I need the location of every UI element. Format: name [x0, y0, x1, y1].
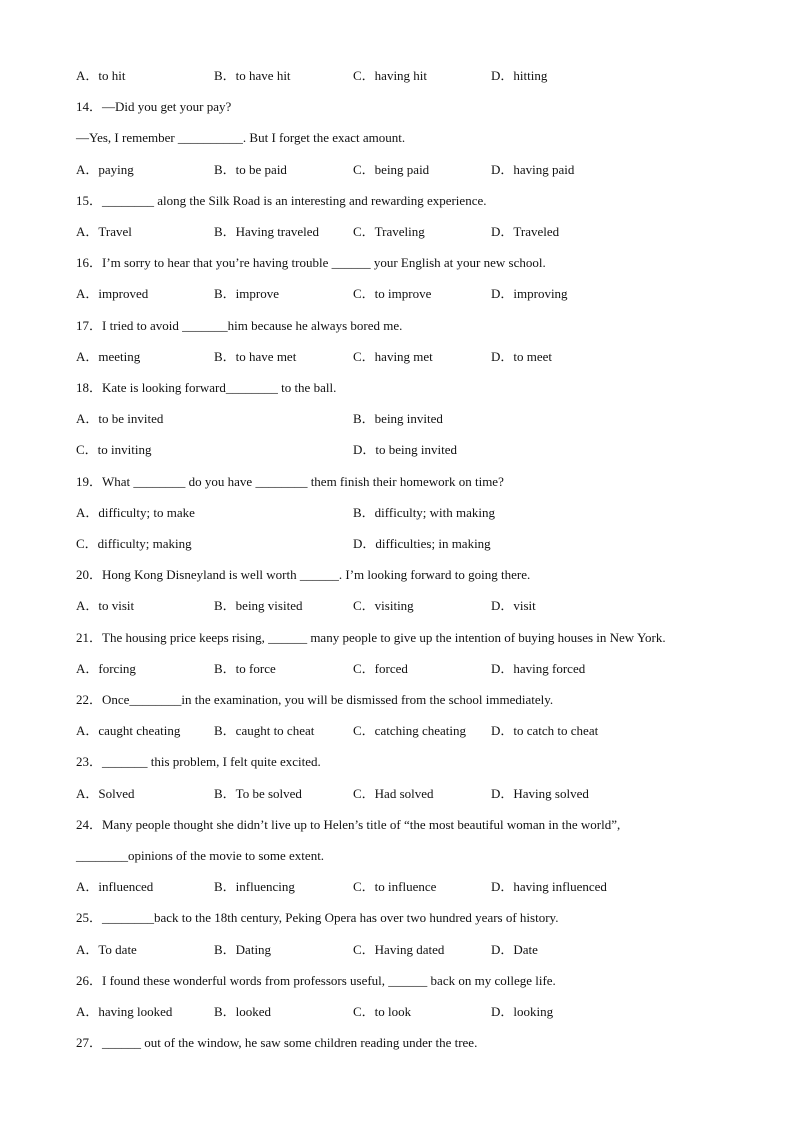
- answer-option: D．hitting: [491, 68, 548, 83]
- answer-option: C．Had solved: [353, 786, 434, 801]
- answer-option: B．being invited: [353, 411, 443, 426]
- question-text: 15．________ along the Silk Road is an interesting and rewarding experience.: [76, 193, 487, 208]
- answer-option: A．to hit: [76, 68, 126, 83]
- answer-option: B．to have met: [214, 349, 297, 364]
- answer-option: A．improved: [76, 286, 149, 301]
- answer-option: C．to influence: [353, 879, 437, 894]
- answer-option: D．Traveled: [491, 224, 560, 239]
- answer-option: A．paying: [76, 162, 134, 177]
- answer-option: B．caught to cheat: [214, 723, 315, 738]
- answer-option: D．to meet: [491, 349, 553, 364]
- answer-option: B．Having traveled: [214, 224, 320, 239]
- answer-option: D．to being invited: [353, 442, 457, 457]
- question-text: 21．The housing price keeps rising, ______ many people to give up the intention of buying houses in New York.: [76, 630, 666, 645]
- question-text: 20．Hong Kong Disneyland is well worth ______. I’m looking forward to going there.: [76, 567, 531, 582]
- answer-option: D．improving: [491, 286, 568, 301]
- answer-option: C．Having dated: [353, 942, 445, 957]
- answer-option: C．being paid: [353, 162, 430, 177]
- answer-option: B．influencing: [214, 879, 295, 894]
- answer-option: B．to have hit: [214, 68, 291, 83]
- answer-option: C．to inviting: [76, 442, 152, 457]
- answer-option: D．having influenced: [491, 879, 607, 894]
- question-text: 14．—Did you get your pay?: [76, 99, 232, 114]
- answer-option: A．influenced: [76, 879, 154, 894]
- answer-option: B．improve: [214, 286, 279, 301]
- answer-option: A．meeting: [76, 349, 141, 364]
- answer-option: A．To date: [76, 942, 137, 957]
- question-text: ________opinions of the movie to some extent.: [76, 848, 325, 863]
- answer-option: D．difficulties; in making: [353, 536, 491, 551]
- answer-option: A．having looked: [76, 1004, 173, 1019]
- answer-option: C．having met: [353, 349, 433, 364]
- answer-option: B．to force: [214, 661, 276, 676]
- answer-option: D．Having solved: [491, 786, 589, 801]
- question-text: 26．I found these wonderful words from professors useful, ______ back on my college life.: [76, 973, 556, 988]
- answer-option: D．Date: [491, 942, 538, 957]
- answer-option: C．having hit: [353, 68, 428, 83]
- answer-option: B．difficulty; with making: [353, 505, 496, 520]
- answer-option: A．Solved: [76, 786, 135, 801]
- answer-option: C．to look: [353, 1004, 412, 1019]
- question-text: 17．I tried to avoid _______him because he always bored me.: [76, 318, 403, 333]
- question-text: 27．______ out of the window, he saw some children reading under the tree.: [76, 1035, 478, 1050]
- question-text: 24．Many people thought she didn’t live up to Helen’s title of “the most beautiful woman in the world”,: [76, 817, 621, 832]
- question-text: 16．I’m sorry to hear that you’re having trouble ______ your English at your new school.: [76, 255, 546, 270]
- answer-option: D．visit: [491, 598, 536, 613]
- answer-option: B．looked: [214, 1004, 272, 1019]
- answer-option: C．forced: [353, 661, 408, 676]
- question-text: 18．Kate is looking forward________ to the ball.: [76, 380, 337, 395]
- answer-option: B．Dating: [214, 942, 272, 957]
- question-text: 25．________back to the 18th century, Peking Opera has over two hundred years of history.: [76, 910, 559, 925]
- question-text: 22．Once________in the examination, you will be dismissed from the school immediately.: [76, 692, 554, 707]
- answer-option: C．difficulty; making: [76, 536, 192, 551]
- answer-option: C．to improve: [353, 286, 432, 301]
- answer-option: B．being visited: [214, 598, 303, 613]
- answer-option: A．forcing: [76, 661, 136, 676]
- answer-option: A．to be invited: [76, 411, 164, 426]
- answer-option: D．to catch to cheat: [491, 723, 599, 738]
- question-text: 19．What ________ do you have ________ them finish their homework on time?: [76, 474, 504, 489]
- question-text: —Yes, I remember __________. But I forget the exact amount.: [76, 130, 406, 145]
- answer-option: A．Travel: [76, 224, 132, 239]
- answer-option: A．caught cheating: [76, 723, 181, 738]
- answer-option: C．catching cheating: [353, 723, 466, 738]
- answer-option: A．to visit: [76, 598, 135, 613]
- answer-option: B．To be solved: [214, 786, 302, 801]
- answer-option: D．having forced: [491, 661, 586, 676]
- answer-option: B．to be paid: [214, 162, 287, 177]
- answer-option: D．looking: [491, 1004, 554, 1019]
- answer-option: C．Traveling: [353, 224, 425, 239]
- question-text: 23．_______ this problem, I felt quite excited.: [76, 754, 321, 769]
- answer-option: A．difficulty; to make: [76, 505, 195, 520]
- answer-option: C．visiting: [353, 598, 414, 613]
- answer-option: D．having paid: [491, 162, 575, 177]
